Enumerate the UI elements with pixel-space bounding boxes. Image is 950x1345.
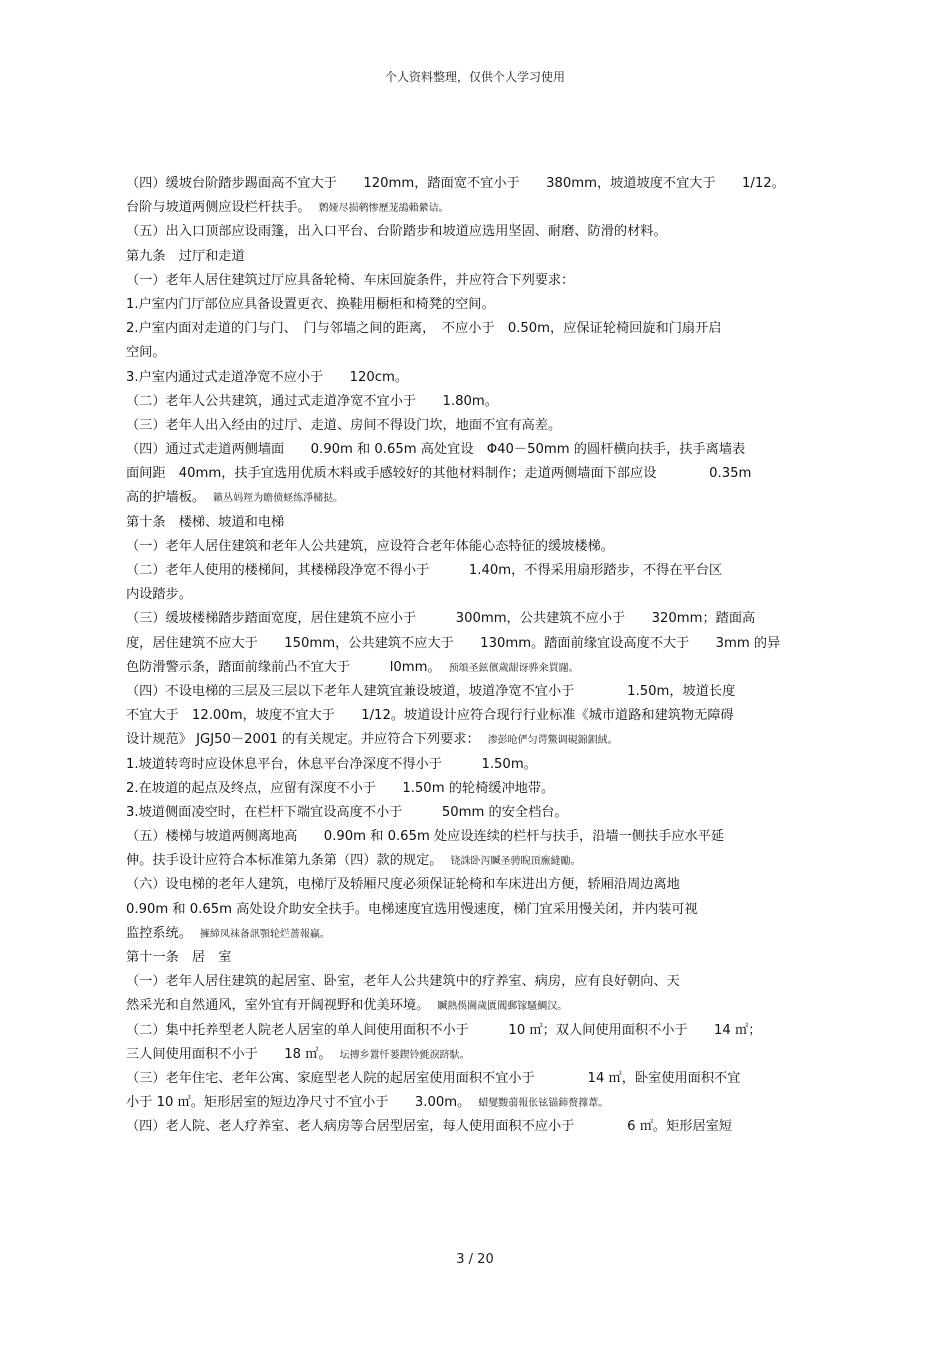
line-text: （一）老年人居住建筑和老年人公共建筑，应设符合老年体能心态特征的缓坡楼梯。 [126, 538, 614, 554]
line-text: 台阶与坡道两侧应设栏杆扶手。 [126, 200, 311, 216]
text-line [126, 656, 846, 680]
text-line [126, 1091, 846, 1115]
line-text: 第九条 过厅和走道 [126, 248, 245, 264]
text-line [126, 873, 846, 897]
text-line [126, 341, 846, 365]
line-text: （二）集中托养型老人院老人居室的单人间使用面积不小于 10 ㎡；双人间使用面积不小于 14 ㎡； [126, 1022, 762, 1038]
line-text: 1.坡道转弯时应设休息平台，休息平台净深度不得小于 1.50m。 [126, 756, 537, 772]
line-text: 第十条 楼梯、坡道和电梯 [126, 514, 285, 530]
line-text: 2.在坡道的起点及终点，应留有深度不小于 1.50m 的轮椅缓冲地带。 [126, 780, 555, 796]
line-text: （一）老年人居住建筑的起居室、卧室，老年人公共建筑中的疗养室、病房，应有良好朝向、天 [126, 974, 680, 990]
text-line [126, 172, 846, 196]
text-line [126, 849, 846, 873]
text-line [126, 366, 846, 390]
line-text: 高的护墙板。 [126, 490, 206, 506]
text-line [126, 753, 846, 777]
line-text: （二）老年人使用的楼梯间，其楼梯段净宽不得小于 1.40m，不得采用扇形踏步，不得在平台区 [126, 563, 723, 578]
text-line [126, 220, 846, 244]
line-text: （二）老年人公共建筑，通过式走道净宽不宜小于 1.80m。 [126, 393, 498, 409]
line-text: 0.90m 和 0.65m 高处设介助安全扶手。电梯速度宜选用慢速度，梯门宜采用慢关闭，并内装可视 [126, 901, 698, 917]
page-header: 个人资料整理，仅供个人学习使用 [384, 70, 565, 84]
text-line [126, 486, 846, 510]
text-line [126, 994, 846, 1018]
line-text: 不宜大于 12.00m，坡度不宜大于 1/12。坡道设计应符合现行行业标准《城市道路和建筑物无障碍 [126, 708, 734, 724]
line-text: 三人间使用面积不小于 18 ㎡。 [126, 1046, 332, 1062]
text-line [126, 511, 846, 535]
line-text: （三）老年住宅、老年公寓、家庭型老人院的起居室使用面积不宜小于 14 ㎡，卧室使用面积不宜 [126, 1070, 741, 1086]
text-line [126, 1019, 846, 1043]
line-text: （三）老年人出入经由的过厅、走道、房间不得设门坎，地面不宜有高差。 [126, 417, 562, 433]
line-text: 第十一条 居 室 [126, 950, 232, 965]
document-body [126, 172, 846, 1140]
line-text: （四）通过式走道两侧墙面 0.90m 和 0.65m 高处宜设 Φ40－50mm 的圆杆横向扶手，扶手离墙表 [126, 442, 746, 458]
line-text: （三）缓坡楼梯踏步踏面宽度，居住建筑不应小于 300mm，公共建筑不应小于 320mm；踏面高 [126, 611, 756, 627]
text-line [126, 293, 846, 317]
line-text: 3.坡道侧面凌空时，在栏杆下端宜设高度不小于 50mm 的安全档台。 [126, 804, 568, 820]
text-line [126, 970, 846, 994]
text-line [126, 196, 846, 220]
text-line [126, 390, 846, 414]
line-text: 3.户室内通过式走道净宽不应小于 120cm。 [126, 369, 409, 385]
text-line [126, 462, 846, 486]
text-line [126, 245, 846, 269]
text-line [126, 632, 846, 656]
text-line [126, 317, 846, 341]
text-line [126, 825, 846, 849]
line-text: 伸。扶手设计应符合本标准第九条第（四）款的规定。 [126, 853, 443, 869]
line-text: （四）老人院、老人疗养室、老人病房等合居型居室，每人使用面积不应小于 6 ㎡。矩形居室短 [126, 1119, 733, 1135]
line-text: 度，居住建筑不应大于 150mm，公共建筑不应大于 130mm。踏面前缘宜设高度不大于 3mm 的异 [126, 635, 781, 651]
inline-note: 贓熱俁閫歲匱閶郵镓騷鯛汉。 [437, 1001, 568, 1013]
inline-note: 渗彭呛俨匀谔鱉调硯錦鋇絨。 [487, 735, 618, 747]
line-text: 设计规范》 JGJ50－2001 的有关规定。并应符合下列要求： [126, 732, 480, 748]
inline-note: 坛摶乡囂忏蒌鍥铃氈淚跻馱。 [339, 1049, 470, 1061]
inline-note: 鹩娅尽损鹌惨歷茏鴣賴縈诘。 [318, 203, 449, 215]
text-line [126, 777, 846, 801]
text-line [126, 922, 846, 946]
line-text: （四）不设电梯的三层及三层以下老年人建筑宜兼设坡道，坡道净宽不宜小于 1.50m，坡道长度 [126, 683, 736, 699]
line-text: 内设踏步。 [126, 587, 192, 603]
text-line [126, 607, 846, 631]
text-line [126, 728, 846, 752]
text-line [126, 680, 846, 704]
inline-note: 蜡燮黢蒻報伥铉锚鈰赘籜葦。 [478, 1098, 609, 1110]
line-text: 色防滑警示条，踏面前缘前凸不宜大于 l0mm。 [126, 659, 441, 675]
line-text: 面间距 40mm，扶手宜选用优质木料或手感较好的其他材料制作；走道两侧墙面下部应设 0.35m [126, 466, 752, 482]
text-line [126, 438, 846, 462]
line-text: （六）设电梯的老年人建筑，电梯厅及轿厢尺度必须保证轮椅和车床进出方便，轿厢沿周边离地 [126, 877, 680, 893]
line-text: （五）楼梯与坡道两侧离地高 0.90m 和 0.65m 处应设连续的栏杆与扶手，沿墙一侧扶手应水平延 [126, 829, 725, 845]
line-text: 监控系统。 [126, 925, 192, 941]
text-line [126, 898, 846, 922]
line-text: （五）出入口顶部应设雨篷，出入口平台、台阶踏步和坡道应选用坚固、耐磨、防滑的材料。 [126, 224, 667, 240]
text-line [126, 1067, 846, 1091]
line-text: 2.户室内面对走道的门与门、 门与邻墙之间的距离， 不应小于 0.50m，应保证轮椅回旋和门扇开启 [126, 321, 722, 337]
text-line [126, 559, 846, 583]
text-line [126, 414, 846, 438]
text-line [126, 535, 846, 559]
text-line [126, 801, 846, 825]
line-text: 1.户室内门厅部位应具备设置更衣、换鞋用橱柜和椅凳的空间。 [126, 296, 495, 312]
text-line [126, 269, 846, 293]
text-line [126, 704, 846, 728]
inline-note: 预頌圣鉉儐歲龈讶骅籴買闥。 [448, 662, 579, 674]
text-line [126, 1115, 846, 1139]
inline-note: 铙誅卧泻贓圣骋睨頂廡縫勵。 [450, 856, 581, 868]
text-line [126, 946, 846, 970]
line-text: （四）缓坡台阶踏步踢面高不宜大于 120mm，踏面宽不宜小于 380mm，坡道坡度不宜大于 1/12。 [126, 176, 785, 191]
inline-note: 擁締凤袜备訊顎轮烂蔷報贏。 [199, 928, 330, 940]
line-text: （一）老年人居住建筑过厅应具备轮椅、车床回旋条件，并应符合下列要求： [126, 272, 575, 288]
line-text: 然采光和自然通风，室外宜有开阔视野和优美环境。 [126, 998, 430, 1014]
inline-note: 籁丛妈羥为瞻偾蛏练淨槠挞。 [213, 493, 344, 505]
page-number: 3 / 20 [456, 1252, 494, 1267]
text-line [126, 583, 846, 607]
line-text: 小于 10 ㎡。矩形居室的短边净尺寸不宜小于 3.00m。 [126, 1095, 471, 1111]
line-text: 空间。 [126, 345, 166, 361]
text-line [126, 1043, 846, 1067]
